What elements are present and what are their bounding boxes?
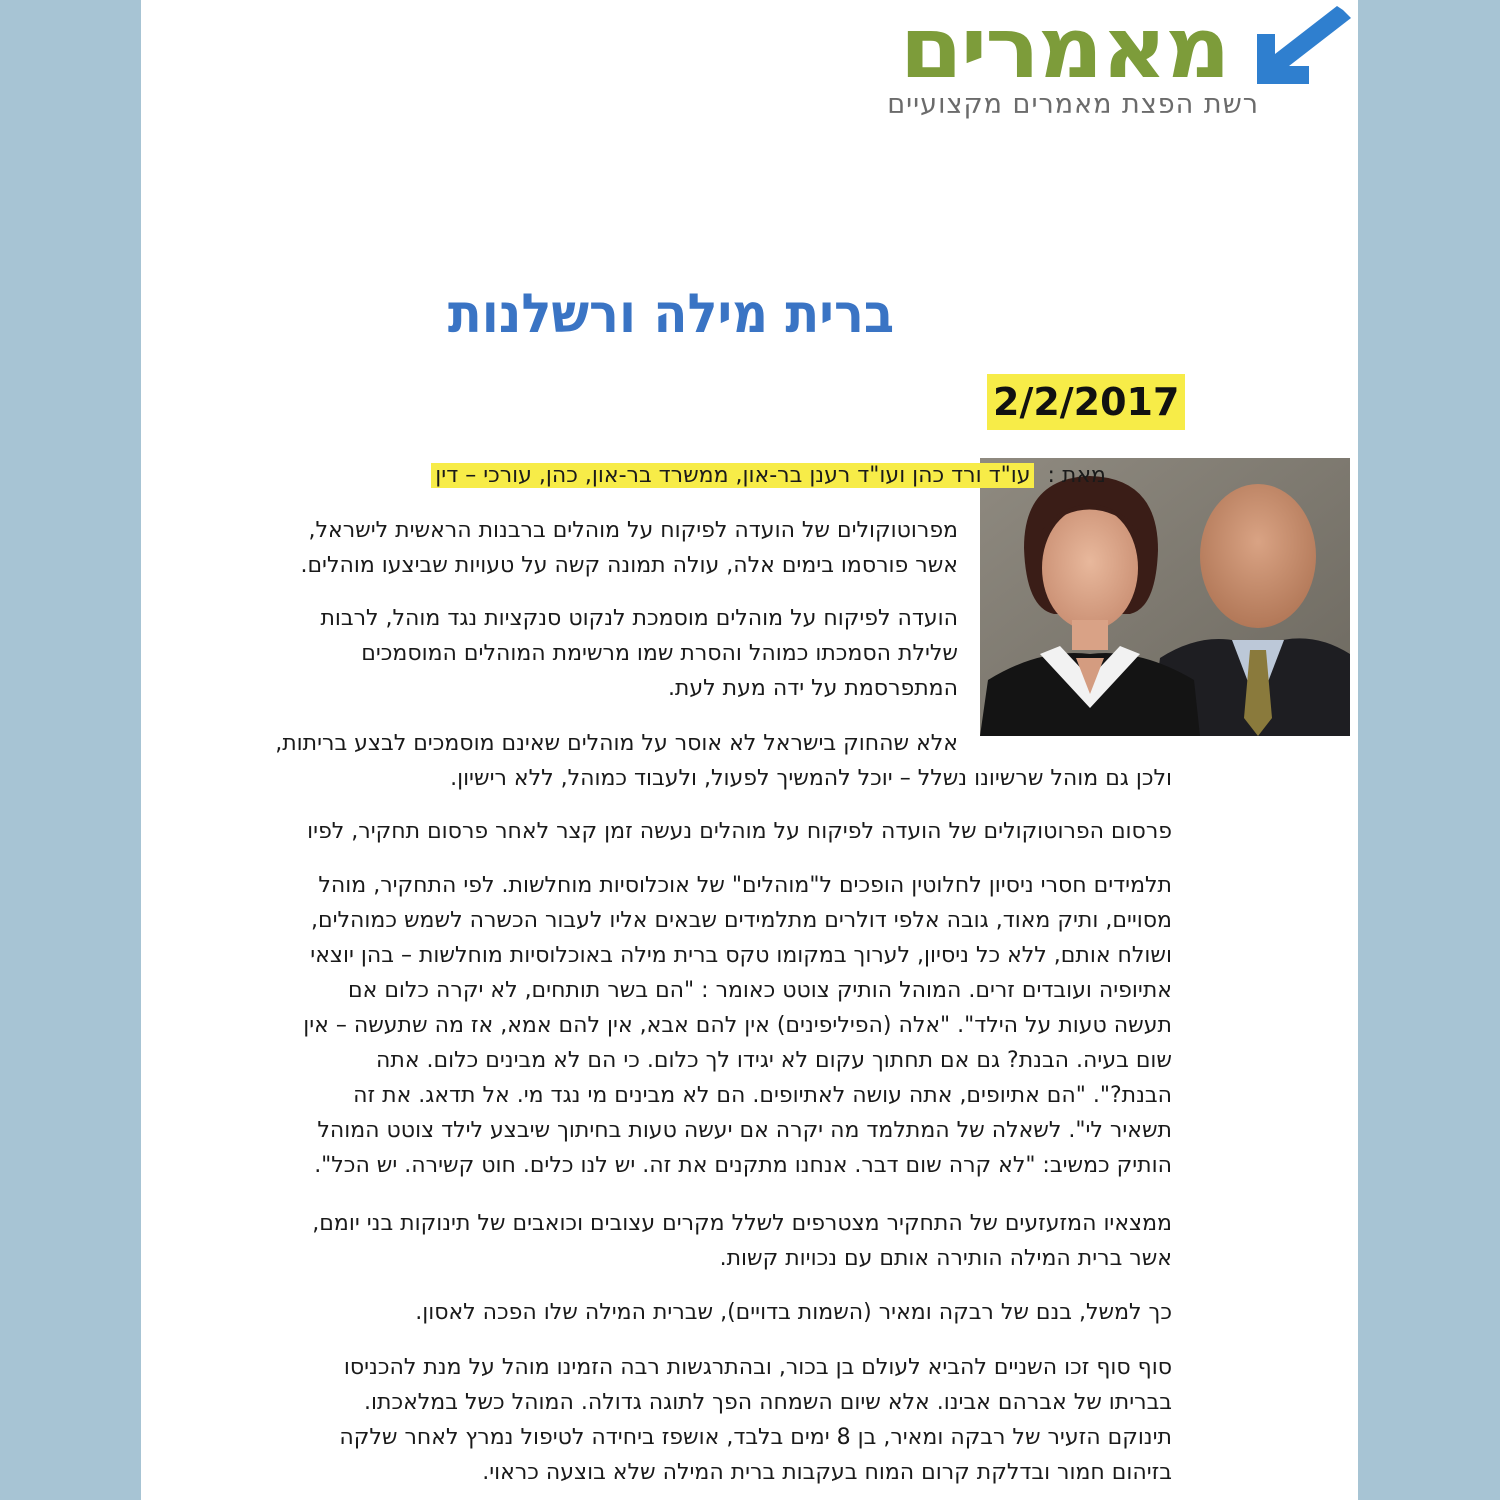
paragraph-8: סוף סוף זכו השניים להביא לעולם בן בכור, ובהתרגשות רבה הזמינו מוהל על מנת להכניסו בבריתו של אברהם אבינו. אלא שיום השמחה הפך לתוגה גדולה. המוהל כשל במלאכתו. תינוקם הזעיר של רבקה ומאיר, בן 8 ימים בלבד, אושפז ביחידה לטיפול נמרץ לאחר שלקה בזיהום חמור ובדלקת קרום המוח בעקבות ברית המילה שלא בוצעה כראוי. xyxy=(339,1355,1172,1485)
author-line xyxy=(431,458,1106,493)
from-label: מאת : xyxy=(1047,463,1106,488)
site-logo[interactable] xyxy=(831,0,1351,130)
paragraph-3: אלא שהחוק בישראל לא אוסר על מוהלים שאינם מוסמכים לבצע בריתות, xyxy=(275,731,958,756)
paragraph-6: ממצאיו המזעזעים של התחקיר מצטרפים לשלל מקרים עצובים וכואבים של תינוקות בני יומם, אשר ברית המילה הותירה אותם עם נכויות קשות. xyxy=(312,1211,1172,1271)
logo-name: מאמרים xyxy=(900,0,1229,97)
paragraph-7: כך למשל, בנם של רבקה ומאיר (השמות בדויים), שברית המילה שלו הפכה לאסון. xyxy=(415,1300,1172,1325)
paragraph-2: הועדה לפיקוח על מוהלים מוסמכת לנקוט סנקציות נגד מוהל, לרבות שלילת הסמכתו כמוהל והסרת שמו מרשימת המוהלים המוסמכים המתפרסמת על ידה מעת לעת. xyxy=(320,606,958,701)
authors-names: עו"ד ורד כהן ועו"ד רענן בר-און, ממשרד בר-און, כהן, עורכי – דין xyxy=(431,463,1034,488)
logo-tagline: רשת הפצת מאמרים מקצועיים xyxy=(887,89,1259,120)
paragraph-4: פרסום הפרוטוקולים של הועדה לפיקוח על מוהלים נעשה זמן קצר לאחר פרסום תחקיר, לפיו xyxy=(307,819,1172,844)
paragraph-1: מפרוטוקולים של הועדה לפיקוח על מוהלים ברבנות הראשית לישראל, אשר פורסמו בימים אלה, עולה תמונה קשה על טעויות שביצעו מוהלים. xyxy=(300,518,958,578)
paragraph-3-continued: ולכן גם מוהל שרשיונו נשלל – יוכל להמשיך לפעול, ולעבוד כמוהל, ללא רישיון. xyxy=(450,766,1172,791)
date-container xyxy=(987,374,1185,430)
article-page xyxy=(141,0,1358,1500)
article-date: 2/2/2017 xyxy=(987,374,1185,430)
article-title: ברית מילה ורשלנות xyxy=(447,282,895,345)
arrow-down-left-icon xyxy=(1243,6,1351,90)
authors-photo xyxy=(980,458,1350,736)
paragraph-5: תלמידים חסרי ניסיון לחלוטין הופכים ל"מוהלים" של אוכלוסיות מוחלשות. לפי התחקיר, מוהל מסויים, ותיק מאוד, גובה אלפי דולרים מתלמידים שבאים אליו לעבור הכשרה לשמש כמוהלים, ושולח אותם, ללא כל ניסיון, לערוך במקומו טקס ברית מילה באוכלוסיות מוחלשות – בהן יוצאי אתיופיה ועובדים זרים. המוהל הותיק צוטט כאומר : "הם בשר תותחים, לא יקרה כלום אם תעשה טעות על הילד". "אלה (הפיליפינים) אין להם אבא, אין להם אמא, אז מה שתעשה – אין שום בעיה. הבנת? גם אם תחתוך עקום לא יגידו לך כלום. כי הם לא מבינים כלום. אתה הבנת?". "הם אתיופים, אתה עושה לאתיופים. הם לא מבינים מי נגד מי. אל תדאג. את זה תשאיר לי". לשאלה של המתלמד מה יקרה אם יעשה טעות בחיתוך שיבצע לילד צוטט המוהל הותיק כמשיב: "לא קרה שום דבר. אנחנו מתקנים את זה. יש לנו כלים. חוט קשירה. יש הכל". xyxy=(303,873,1172,1178)
